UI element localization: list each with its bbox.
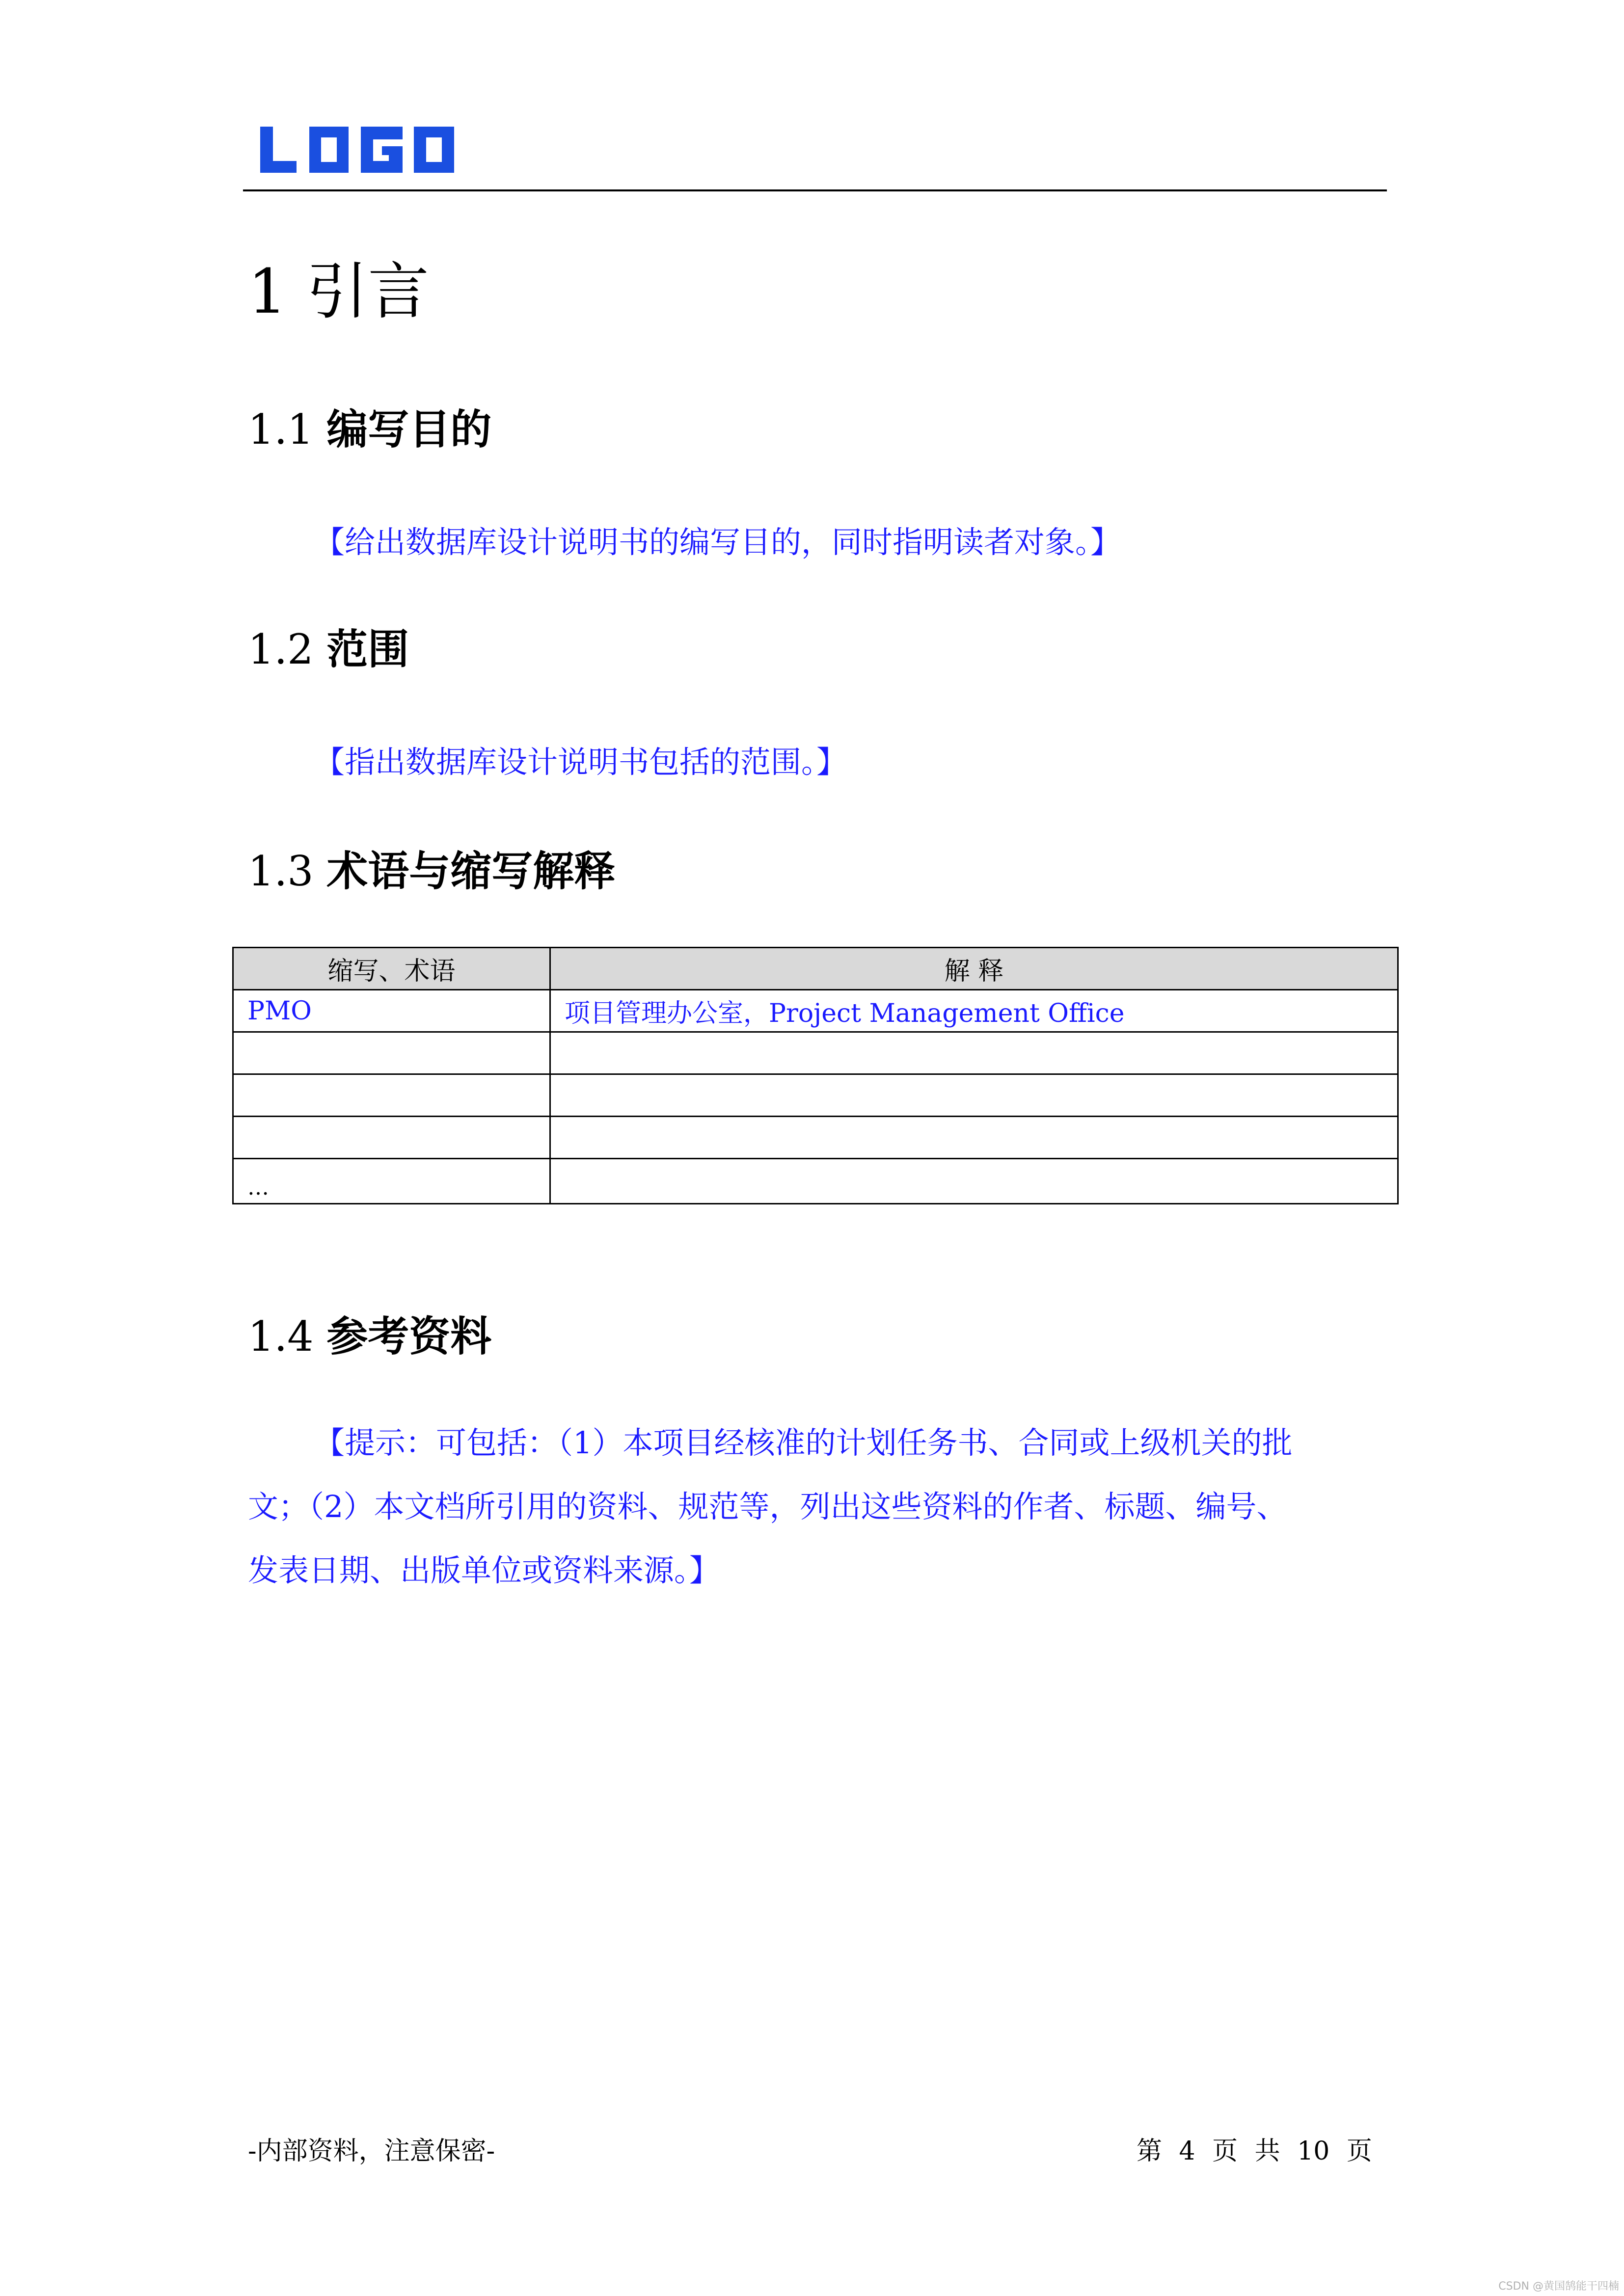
section-1-4-title: 参考资料 [326,1312,492,1361]
terms-table [232,947,1399,1204]
section-1-4-number: 1.4 [248,1312,314,1361]
header-divider [243,189,1387,191]
table-row [233,990,1398,1032]
section-1-4-heading [248,1309,491,1363]
table-header-row [233,948,1398,990]
footer-confidential-note: -内部资料，注意保密- [248,2136,495,2166]
table-cell-abbr [233,1117,550,1159]
table-row [233,1159,1398,1204]
table-cell-abbr [233,1032,550,1074]
table-cell-desc [550,1032,1398,1074]
logo-graphic [260,123,457,177]
section-1-heading: 1 引言 [248,256,430,327]
table-cell-abbr: PMO [233,990,550,1032]
table-row [233,1117,1398,1159]
table-cell-abbr [233,1074,550,1117]
section-1-2-body: 【指出数据库设计说明书包括的范围。】 [314,744,847,780]
section-1-2-title: 范围 [326,625,409,673]
section-1-2-number: 1.2 [248,625,314,673]
table-row [233,1032,1398,1074]
table-row [233,1074,1398,1117]
table-cell-desc [550,1074,1398,1117]
watermark: CSDN @黄国鹄能干四楠 [1498,2280,1619,2293]
section-1-1-body: 【给出数据库设计说明书的编写目的，同时指明读者对象。】 [314,524,1121,560]
section-1-4-body-line-2: 文；（2）本文档所引用的资料、规范等，列出这些资料的作者、标题、编号、 [248,1489,1287,1524]
section-1-3-title: 术语与缩写解释 [326,847,616,895]
table-cell-desc: 项目管理办公室，Project Management Office [550,990,1398,1032]
section-1-4-body-line-3: 发表日期、出版单位或资料来源。】 [248,1552,720,1588]
section-1-1-title: 编写目的 [326,405,492,454]
table-header-desc: 解 释 [550,948,1398,990]
logo [260,123,457,177]
table-cell-desc [550,1159,1398,1204]
section-1-3-number: 1.3 [248,847,314,895]
section-1-3-heading [248,844,615,898]
section-1-2-heading [248,622,409,676]
table-cell-abbr: … [233,1159,550,1204]
footer-page-number: 第 4 页 共 10 页 [1137,2136,1372,2166]
table-cell-desc [550,1117,1398,1159]
section-1-4-body-line-1: 【提示：可包括：（1）本项目经核准的计划任务书、合同或上级机关的批 [314,1425,1293,1461]
section-1-1-number: 1.1 [248,405,314,454]
table-header-abbr: 缩写、术语 [233,948,550,990]
section-1-1-heading [248,402,491,456]
